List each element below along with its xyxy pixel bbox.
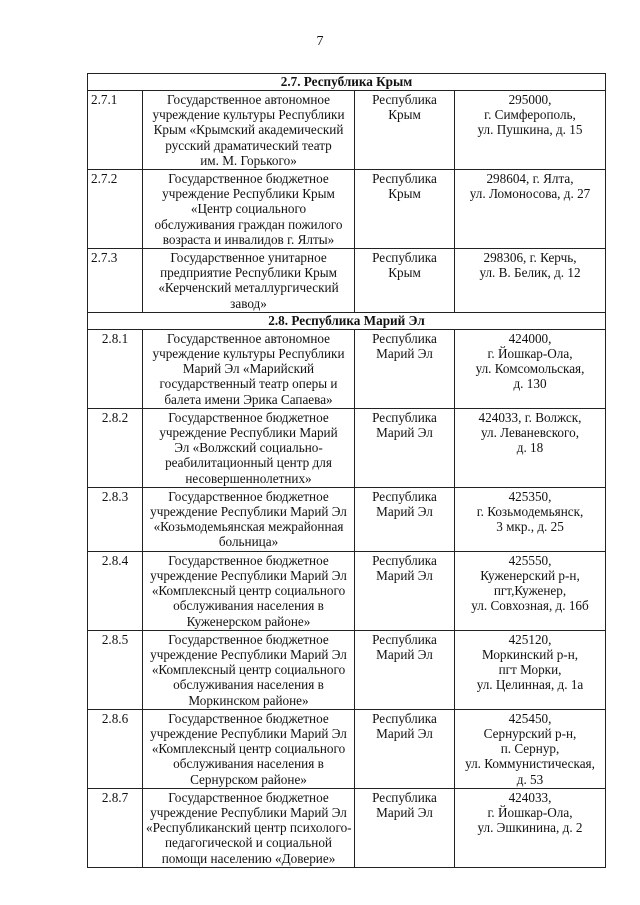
organization-name [143,788,355,867]
region-name [355,788,455,867]
organization-name-line: «Комплексный центр социального [151,741,346,757]
organization-address-line: п. Сернур, [500,741,560,757]
organization-name-line: помощи населению «Доверие» [161,850,336,866]
organization-name-line: Куженерском районе» [186,613,311,629]
row-number: 2.8.6 [88,709,143,788]
organization-address-line: 298306, г. Керчь, [483,250,577,266]
organization-address [455,709,606,788]
organization-name-line: реабилитационный центр для [165,455,332,471]
organization-address [455,249,606,313]
organization-address-line: г. Симферополь, [484,107,576,123]
row-number: 2.8.3 [88,487,143,551]
organization-name-line: учреждение Республики Марий Эл [150,504,347,520]
organization-name-line: Государственное унитарное [170,250,327,266]
table-row [88,487,606,551]
organization-name [143,91,355,170]
organization-name-line: Крым «Крымский академический [153,122,344,138]
row-number: 2.8.1 [88,329,143,408]
organization-name-line: учреждение Республики Марий Эл [150,567,347,583]
table-row [88,249,606,313]
organization-address [455,408,606,487]
organization-name-line: завод» [230,295,267,311]
organization-address [455,630,606,709]
organization-address-line: 424033, г. Волжск, [478,409,582,425]
organization-address-line: д. 130 [513,376,547,392]
organization-name-line: Эл «Волжский социально- [174,440,323,456]
region-name [355,408,455,487]
table-row [88,408,606,487]
organization-address-line: ул. Комсомольская, [475,361,585,377]
organization-name-line: Государственное автономное [167,92,330,107]
region-name-line: Республика [372,710,437,726]
organization-address [455,329,606,408]
organization-address-line: г. Йошкар-Ола, [487,346,573,362]
organization-address-line: ул. В. Белик, д. 12 [479,265,581,281]
organization-name-line: Государственное бюджетное [168,631,329,647]
section-title: 2.8. Республика Марий Эл [88,312,606,329]
region-name-line: Крым [388,265,421,281]
organization-address-line: ул. Пушкина, д. 15 [477,122,583,138]
organization-address [455,788,606,867]
region-name-line: Республика [372,488,437,504]
organization-name-line: государственный театр оперы и [159,376,338,392]
region-name [355,487,455,551]
organization-name-line: учреждение Республики Марий Эл [150,804,347,820]
table-row [88,170,606,249]
row-number: 2.8.2 [88,408,143,487]
organization-name-line: Государственное бюджетное [168,409,329,425]
organization-address-line: д. 53 [516,771,544,787]
organization-address [455,551,606,630]
region-name-line: Республика [372,631,437,647]
region-name [355,91,455,170]
region-name-line: Марий Эл [376,804,433,820]
organization-name-line: больница» [218,534,279,550]
organization-address [455,487,606,551]
organization-name [143,329,355,408]
row-number: 2.7.3 [88,249,143,313]
organization-name [143,630,355,709]
organization-address [455,170,606,249]
organization-name-line: Государственное бюджетное [168,710,329,726]
organization-name-line: Сернурском районе» [190,771,307,787]
table-row [88,551,606,630]
region-name-line: Крым [388,186,421,202]
organization-address-line: ул. Ломоносова, д. 27 [469,186,591,202]
registry-table [87,73,606,868]
organization-address-line: д. 18 [516,440,544,456]
organization-name-line: обслуживания населения в [173,677,324,693]
table-row [88,630,606,709]
organization-name-line: им. М. Горького» [200,152,297,168]
table-row [88,329,606,408]
organization-name [143,487,355,551]
organization-name-line: Государственное автономное [167,330,330,346]
organization-name [143,249,355,313]
section-header-row [88,312,606,329]
organization-address-line: 424033, [508,789,552,805]
row-number: 2.8.7 [88,788,143,867]
organization-address-line: 298604, г. Ялта, [486,171,574,187]
organization-address-line: ул. Целинная, д. 1а [476,677,584,693]
region-name-line: Марий Эл [376,425,433,441]
organization-address-line: Куженерский р-н, [480,567,580,583]
section-header-row [88,74,606,91]
table-row [88,91,606,170]
organization-name [143,408,355,487]
region-name [355,329,455,408]
row-number: 2.8.5 [88,630,143,709]
organization-name-line: Моркинском районе» [188,692,309,708]
region-name-line: Марий Эл [376,567,433,583]
region-name-line: Марий Эл [376,725,433,741]
organization-name-line: балета имени Эрика Сапаева» [164,391,333,407]
organization-name-line: учреждение Республики Марий [159,425,338,441]
organization-name-line: учреждение Республики Марий Эл [150,646,347,662]
organization-address-line: пгт Морки, [498,662,562,678]
organization-name-line: Государственное бюджетное [168,488,329,504]
row-number: 2.7.2 [88,170,143,249]
organization-name-line: «Керченский металлургический [158,280,339,296]
organization-address-line: 425450, [508,710,552,726]
organization-address-line: 425350, [508,488,552,504]
region-name-line: Республика [372,789,437,805]
region-name-line: Крым [388,107,421,123]
organization-name-line: Марий Эл «Марийский [182,361,315,377]
organization-name-line: учреждение культуры Республики [152,346,345,362]
organization-address-line: г. Козьмодемьянск, [476,504,584,520]
organization-name-line: Государственное бюджетное [168,789,329,805]
organization-name-line: Государственное бюджетное [168,552,329,568]
region-name-line: Марий Эл [376,346,433,362]
organization-address-line: 3 мкр., д. 25 [496,519,564,535]
page-number: 7 [316,34,324,49]
region-name [355,709,455,788]
region-name [355,551,455,630]
region-name [355,170,455,249]
organization-name-line: Государственное бюджетное [168,171,329,187]
organization-name-line: учреждение Республики Крым [162,186,335,202]
region-name-line: Республика [372,92,437,107]
region-name-line: Республика [372,552,437,568]
organization-name [143,170,355,249]
organization-address-line: пгт,Куженер, [493,583,567,599]
organization-address-line: ул. Леваневского, [480,425,580,441]
organization-address-line: 425550, [508,552,552,568]
organization-address-line: 295000, [508,92,552,107]
organization-name-line: «Комплексный центр социального [151,662,346,678]
row-number: 2.8.4 [88,551,143,630]
organization-address-line: 425120, [508,631,552,647]
organization-name [143,709,355,788]
table-row [88,709,606,788]
organization-name-line: педагогической и социальной [165,835,332,851]
region-name-line: Республика [372,171,437,187]
region-name-line: Республика [372,330,437,346]
organization-name-line: обслуживания граждан пожилого [154,216,343,232]
organization-address-line: Моркинский р-н, [481,646,579,662]
region-name [355,630,455,709]
organization-address-line: Сернурский р-н, [483,725,577,741]
region-name-line: Республика [372,250,437,266]
organization-address [455,91,606,170]
organization-address-line: ул. Коммунистическая, [465,756,595,772]
organization-name-line: русский драматический театр [165,137,332,153]
organization-name-line: обслуживания населения в [173,756,324,772]
organization-address-line: г. Йошкар-Ола, [487,804,573,820]
organization-name-line: учреждение культуры Республики [152,107,345,123]
organization-address-line: ул. Эшкинина, д. 2 [477,820,583,836]
row-number: 2.7.1 [88,91,143,170]
organization-name-line: возраста и инвалидов г. Ялты» [162,231,335,247]
organization-name-line: «Центр социального [190,201,307,217]
organization-name-line: «Козьмодемьянская межрайонная [153,519,344,535]
section-title: 2.7. Республика Крым [88,74,606,91]
organization-address-line: ул. Совхозная, д. 16б [471,598,589,614]
organization-name-line: предприятие Республики Крым [160,265,337,281]
organization-name-line: несовершеннолетних» [185,470,312,486]
organization-name [143,551,355,630]
organization-name-line: учреждение Республики Марий Эл [150,725,347,741]
organization-name-line: «Комплексный центр социального [151,583,346,599]
registry-body [88,74,606,868]
table-row [88,788,606,867]
region-name-line: Марий Эл [376,646,433,662]
region-name-line: Марий Эл [376,504,433,520]
organization-name-line: «Республиканский центр психолого- [146,820,352,836]
organization-address-line: 424000, [508,330,552,346]
region-name [355,249,455,313]
organization-name-line: обслуживания населения в [173,598,324,614]
region-name-line: Республика [372,409,437,425]
